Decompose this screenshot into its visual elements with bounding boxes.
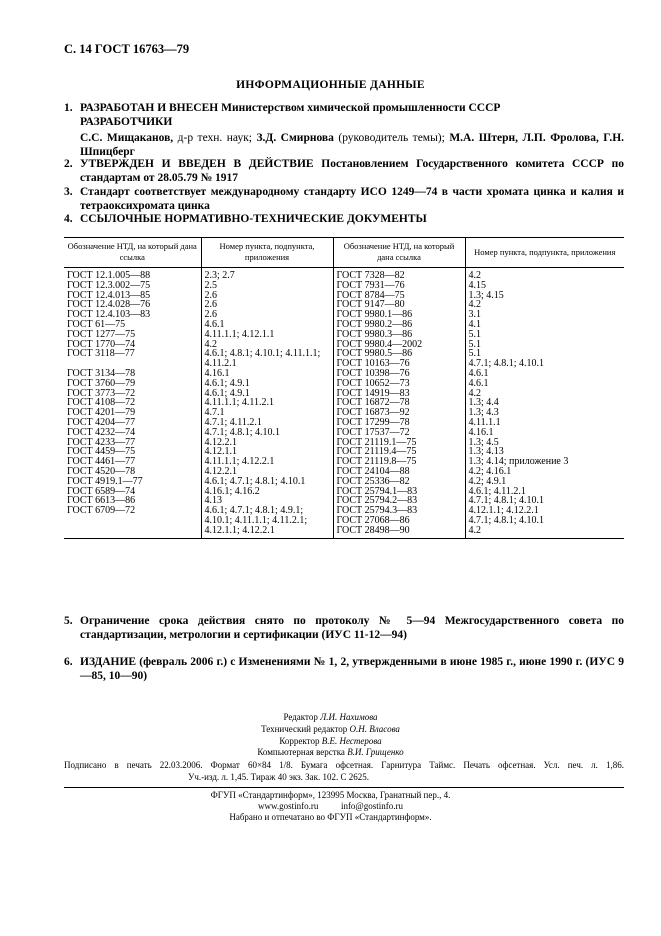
right-clause-cell: 1.3; 4.13 [465, 447, 624, 457]
section-number: 3. [64, 186, 73, 198]
right-designation-cell: ГОСТ 25336—82 [333, 477, 465, 487]
left-designation-cell: ГОСТ 3773—72 [67, 388, 136, 399]
left-designation-cell: ГОСТ 3134—78 [67, 368, 136, 379]
left-clause-cell: 2.6 [201, 310, 333, 320]
right-designation-cell: ГОСТ 25794.1—83 [333, 487, 465, 497]
right-designation-cell: ГОСТ 9980.4—2002 [333, 340, 465, 350]
left-designation-cell: ГОСТ 4919.1—77 [67, 476, 143, 487]
left-clause-cell: 4.7.1; 4.8.1; 4.10.1 [201, 428, 333, 438]
right-designation-cell: ГОСТ 9980.1—86 [333, 310, 465, 320]
right-clause-cell: 1.3; 4.15 [465, 291, 624, 301]
publisher-contacts [0, 801, 661, 812]
right-designation-cell: ГОСТ 17299—78 [333, 418, 465, 428]
table-row [64, 340, 624, 350]
right-clause-cell: 4.2; 4.9.1 [465, 477, 624, 487]
right-designation-cell: ГОСТ 10398—76 [333, 369, 465, 379]
right-clause-cell: 4.12.1.1; 4.12.2.1 [465, 506, 624, 516]
right-clause-cell: 4.7.1; 4.8.1; 4.10.1 [465, 359, 624, 369]
left-clause-cell: 4.6.1; 4.8.1; 4.10.1; 4.11.1.1; [201, 349, 333, 359]
table-row [64, 359, 624, 369]
right-designation-cell: ГОСТ 16873—92 [333, 408, 465, 418]
right-designation-cell: ГОСТ 16872—78 [333, 398, 465, 408]
right-designation-cell: ГОСТ 25794.2—83 [333, 496, 465, 506]
left-clause-cell: 4.6.1; 4.9.1 [201, 379, 333, 389]
left-clause-cell: 4.6.1; 4.7.1; 4.8.1; 4.10.1 [201, 477, 333, 487]
right-clause-cell: 3.1 [465, 310, 624, 320]
left-clause-cell: 4.6.1 [201, 320, 333, 330]
column-header: Номер пункта, подпункта, приложения [465, 238, 624, 268]
footer-divider [64, 787, 624, 788]
section-text: УТВЕРЖДЕН И ВВЕДЕН В ДЕЙСТВИЕ Постановлением Государственного комитета СССР по стандартам от 28.05.79 № 1917 [80, 158, 624, 184]
table-row [64, 526, 624, 538]
section-text: ИЗДАНИЕ (февраль 2006 г.) с Изменениями № 1, 2, утвержденными в июне 1985 г., июне 1990 г. (ИУС 9—85, 10—90) [80, 656, 624, 682]
right-clause-cell: 4.16.1 [465, 428, 624, 438]
right-designation-cell: ГОСТ 10652—73 [333, 379, 465, 389]
table-row [64, 418, 624, 428]
left-clause-cell: 4.6.1; 4.9.1 [201, 389, 333, 399]
right-designation-cell: ГОСТ 9980.2—86 [333, 320, 465, 330]
right-clause-cell: 4.6.1 [465, 369, 624, 379]
left-clause-cell: 4.7.1 [201, 408, 333, 418]
publication-line-1: Подписано в печать 22.03.2006. Формат 60×84 1/8. Бумага офсетная. Гарнитура Таймс. Печать офсетная. Усл. печ. л. 1,86. [64, 760, 624, 770]
left-designation-cell: ГОСТ 6589—74 [67, 486, 136, 497]
colophon-proofreader: Корректор В.Е. Нестерова [279, 735, 382, 746]
right-clause-cell: 4.2 [465, 300, 624, 310]
right-designation-cell: ГОСТ 9147—80 [333, 300, 465, 310]
right-designation-cell: ГОСТ 25794.3—83 [333, 506, 465, 516]
right-clause-cell: 1.3; 4.5 [465, 438, 624, 448]
table-row [64, 438, 624, 448]
table-row [64, 310, 624, 320]
publication-line-2: Уч.-изд. л. 1,45. Тираж 40 экз. Зак. 102. С 2625. [188, 772, 370, 782]
right-designation-cell: ГОСТ 21119.4—75 [333, 447, 465, 457]
right-designation-cell: ГОСТ 7328—82 [333, 268, 465, 281]
section-number: 2. [64, 158, 73, 170]
column-header: Обозначение НТД, на который дана ссылка [64, 238, 201, 268]
table-row [64, 320, 624, 330]
left-clause-cell: 4.7.1; 4.11.2.1 [201, 418, 333, 428]
publisher-email[interactable]: info@gostinfo.ru [340, 801, 403, 812]
right-clause-cell: 4.2 [465, 389, 624, 399]
left-designation-cell: ГОСТ 4108—72 [67, 398, 136, 409]
table-row [64, 428, 624, 438]
table-row [64, 477, 624, 487]
right-clause-cell: 4.1 [465, 320, 624, 330]
publication-info [64, 759, 624, 783]
left-clause-cell: 4.12.1.1; 4.12.2.1 [201, 526, 333, 538]
left-designation-cell: ГОСТ 4232—74 [67, 427, 136, 438]
colophon [0, 712, 661, 759]
printing-note: Набрано и отпечатано во ФГУП «Стандартинформ». [229, 812, 432, 823]
left-designation-cell: ГОСТ 12.4.103—83 [67, 310, 151, 320]
left-designation-cell: ГОСТ 3760—79 [67, 378, 136, 389]
left-designation-cell: ГОСТ 6613—86 [67, 496, 136, 507]
left-designation-cell: ГОСТ 1277—75 [67, 329, 136, 340]
table-row [64, 506, 624, 516]
left-clause-cell: 4.10.1; 4.11.1.1; 4.11.2.1; [201, 516, 333, 526]
table-row [64, 379, 624, 389]
section-4 [64, 212, 624, 226]
left-clause-cell: 4.11.1.1; 4.12.1.1 [201, 330, 333, 340]
left-designation-cell: ГОСТ 3118—77 [67, 349, 135, 360]
right-clause-cell: 4.2 [465, 526, 624, 538]
right-clause-cell: 4.2 [465, 268, 624, 281]
table-row [64, 330, 624, 340]
section-number: 5. [64, 615, 73, 627]
right-designation-cell: ГОСТ 10163—76 [333, 359, 465, 369]
left-designation-cell: ГОСТ 12.1.005—88 [67, 270, 151, 281]
left-clause-cell: 4.12.2.1 [201, 438, 333, 448]
colophon-tech-editor: Технический редактор О.Н. Власова [261, 723, 400, 734]
section-text: Стандарт соответствует международному стандарту ИСО 1249—74 в части хромата цинка и калия и тетраоксихромата цинка [80, 186, 624, 212]
section-text: РАЗРАБОТАН И ВНЕСЕН Министерством химической промышленности СССР [80, 102, 501, 114]
section-number: 6. [64, 656, 73, 668]
right-clause-cell: 5.1 [465, 349, 624, 359]
table-row [64, 369, 624, 379]
table-row [64, 516, 624, 526]
page-header: С. 14 ГОСТ 16763—79 [64, 42, 190, 56]
right-designation-cell: ГОСТ 21119.1—75 [333, 438, 465, 448]
colophon-layout: Компьютерная верстка В.И. Грищенко [257, 747, 404, 758]
section-3 [64, 185, 624, 213]
right-designation-cell: ГОСТ 8784—75 [333, 291, 465, 301]
publisher-website[interactable]: www.gostinfo.ru [258, 801, 319, 812]
left-designation-cell [64, 516, 201, 526]
table-row [64, 268, 624, 281]
section-6 [64, 655, 624, 683]
left-clause-cell: 4.12.2.1 [201, 467, 333, 477]
table-row [64, 457, 624, 467]
left-designation-cell: ГОСТ 4461—77 [67, 457, 136, 467]
table-row [64, 487, 624, 497]
right-designation-cell: ГОСТ 17537—72 [333, 428, 465, 438]
left-designation-cell: ГОСТ 61—75 [67, 319, 126, 330]
section-number: 1. [64, 102, 73, 114]
table-row [64, 447, 624, 457]
section-text: Ограничение срока действия снято по протоколу № 5—94 Межгосударственного совета по стандартизации, метрологии и сертификации (ИУС 11-12—94) [80, 615, 624, 641]
table-row [64, 281, 624, 291]
left-clause-cell: 2.5 [201, 281, 333, 291]
left-clause-cell: 2.6 [201, 300, 333, 310]
table-row [64, 349, 624, 359]
references-table [64, 237, 624, 539]
right-clause-cell: 4.11.1.1 [465, 418, 624, 428]
left-clause-cell: 4.12.1.1 [201, 447, 333, 457]
right-clause-cell: 4.7.1; 4.8.1; 4.10.1 [465, 516, 624, 526]
left-designation-cell: ГОСТ 4520—78 [67, 466, 136, 477]
left-clause-cell: 4.11.2.1 [201, 359, 333, 369]
right-designation-cell: ГОСТ 24104—88 [333, 467, 465, 477]
section-5 [64, 614, 624, 642]
left-designation-cell: ГОСТ 6709—72 [67, 506, 136, 516]
developers-list: С.С. Мищаканов, д-р техн. наук; З.Д. Смирнова (руководитель темы); М.А. Штерн, Л.П. Фролова, Г.Н. Шпицберг [80, 132, 625, 158]
left-designation-cell [64, 526, 201, 538]
section-number: 4. [64, 213, 73, 225]
left-clause-cell: 4.11.1.1; 4.12.2.1 [201, 457, 333, 467]
left-clause-cell: 2.3; 2.7 [201, 268, 333, 281]
left-designation-cell: ГОСТ 4201—79 [67, 408, 136, 418]
publisher-footer [0, 790, 661, 824]
left-designation-cell: ГОСТ 1770—74 [67, 339, 136, 350]
right-designation-cell: ГОСТ 28498—90 [333, 526, 465, 538]
left-designation-cell: ГОСТ 12.4.028—76 [67, 300, 151, 311]
left-clause-cell: 4.6.1; 4.7.1; 4.8.1; 4.9.1; [201, 506, 333, 516]
table-row [64, 389, 624, 399]
right-designation-cell: ГОСТ 9980.5—86 [333, 349, 465, 359]
colophon-editor: Редактор Л.И. Нахимова [283, 712, 378, 722]
column-header: Обозначение НТД, на который дана ссылка [333, 238, 465, 268]
section-1 [64, 101, 624, 129]
left-clause-cell: 4.16.1 [201, 369, 333, 379]
right-clause-cell: 4.7.1; 4.8.1; 4.10.1 [465, 496, 624, 506]
page-title: ИНФОРМАЦИОННЫЕ ДАННЫЕ [236, 79, 425, 91]
table-row [64, 467, 624, 477]
left-designation-cell [64, 359, 201, 369]
table-row [64, 398, 624, 408]
left-designation-cell: ГОСТ 12.4.013—85 [67, 290, 151, 301]
right-designation-cell: ГОСТ 7931—76 [333, 281, 465, 291]
section-2 [64, 157, 624, 185]
right-clause-cell: 1.3; 4.14; приложение 3 [465, 457, 624, 467]
table-header-row [64, 238, 624, 268]
table-row [64, 408, 624, 418]
left-clause-cell: 4.13 [201, 496, 333, 506]
left-clause-cell: 4.16.1; 4.16.2 [201, 487, 333, 497]
table-row [64, 496, 624, 506]
left-designation-cell: ГОСТ 4204—77 [67, 417, 136, 428]
right-designation-cell: ГОСТ 9980.3—86 [333, 330, 465, 340]
right-designation-cell: ГОСТ 27068—86 [333, 516, 465, 526]
right-clause-cell: 5.1 [465, 340, 624, 350]
right-designation-cell: ГОСТ 21119.8—75 [333, 457, 465, 467]
publisher-address: ФГУП «Стандартинформ», 123995 Москва, Гранатный пер., 4. [210, 790, 451, 800]
column-header: Номер пункта, подпункта, приложения [201, 238, 333, 268]
table-row [64, 291, 624, 301]
left-designation-cell: ГОСТ 4459—75 [67, 447, 136, 458]
left-clause-cell: 2.6 [201, 291, 333, 301]
right-clause-cell: 5.1 [465, 330, 624, 340]
left-designation-cell: ГОСТ 12.3.002—75 [67, 280, 151, 291]
right-clause-cell: 1.3; 4.4 [465, 398, 624, 408]
left-clause-cell: 4.2 [201, 340, 333, 350]
right-clause-cell: 1.3; 4.3 [465, 408, 624, 418]
section-text: ССЫЛОЧНЫЕ НОРМАТИВНО-ТЕХНИЧЕСКИЕ ДОКУМЕНТЫ [80, 213, 427, 225]
table-row [64, 300, 624, 310]
right-clause-cell: 4.2; 4.16.1 [465, 467, 624, 477]
right-designation-cell: ГОСТ 14919—83 [333, 389, 465, 399]
developers-heading: РАЗРАБОТЧИКИ [80, 116, 173, 128]
right-clause-cell: 4.15 [465, 281, 624, 291]
left-clause-cell: 4.11.1.1; 4.11.2.1 [201, 398, 333, 408]
right-clause-cell: 4.6.1; 4.11.2.1 [465, 487, 624, 497]
right-clause-cell: 4.6.1 [465, 379, 624, 389]
left-designation-cell: ГОСТ 4233—77 [67, 437, 136, 448]
